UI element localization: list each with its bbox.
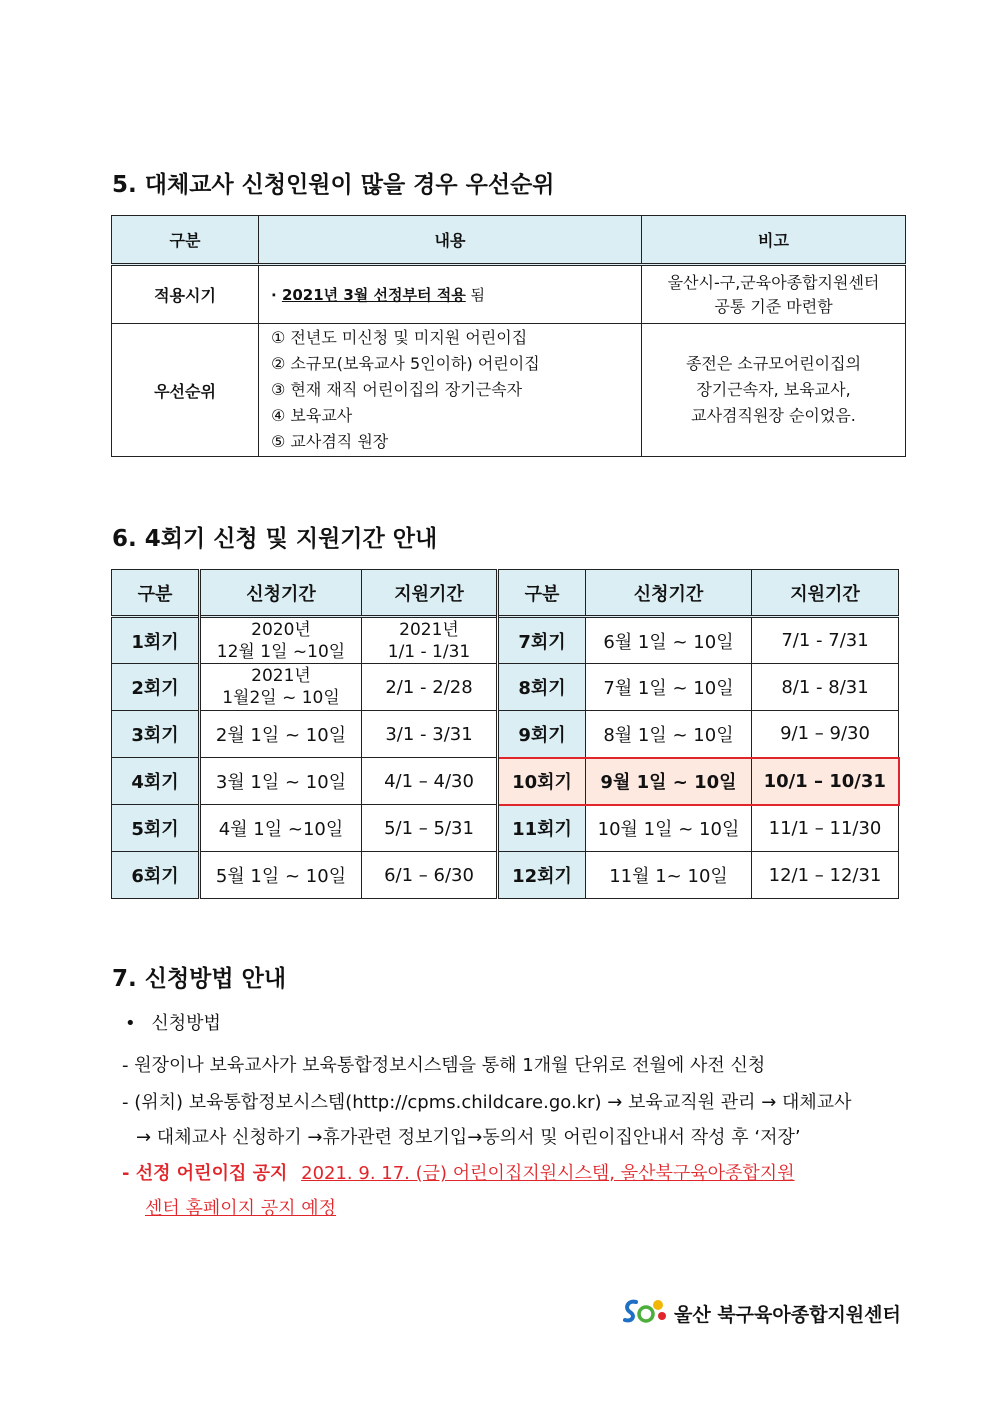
notice-line-2: 센터 홈페이지 공지 예정 <box>145 1198 337 1219</box>
support-period: 4/1 – 4/30 <box>362 758 498 805</box>
notice-dash: - <box>122 1163 136 1184</box>
logo-mark-icon <box>622 1296 670 1326</box>
support-period: 7/1 - 7/31 <box>752 617 899 664</box>
row-label-application-period: 적용시기 <box>112 265 259 324</box>
section-7-heading: 7. 신청방법 안내 <box>112 966 287 992</box>
priority-item: ① 전년도 미신청 및 미지원 어린이집 <box>271 328 528 347</box>
support-period <box>362 617 498 664</box>
table-row <box>112 711 899 758</box>
apply-period: 10월 1일 ~ 10일 <box>586 805 752 852</box>
priority-table <box>111 215 906 457</box>
apply-period <box>200 617 362 664</box>
priority-item: ③ 현재 재직 어린이집의 장기근속자 <box>271 380 523 399</box>
support-period: 8/1 - 8/31 <box>752 664 899 711</box>
priority-item: ④ 보육교사 <box>271 406 353 425</box>
table-row <box>112 664 899 711</box>
section-6-heading: 6. 4회기 신청 및 지원기간 안내 <box>112 526 438 552</box>
method-bullet-line <box>125 1009 221 1035</box>
method-line-2: - (위치) 보육통합정보시스템(http://cpms.childcare.go.kr) → 보육교직원 관리 → 대체교사 <box>122 1092 852 1113</box>
method-line-3: → 대체교사 신청하기 →휴가관련 정보기입→동의서 및 어린이집안내서 작성 후 ‘저장’ <box>136 1127 801 1148</box>
support-period: 11/1 – 11/30 <box>752 805 899 852</box>
priority-list <box>259 324 642 457</box>
schedule-header-round: 구분 <box>112 570 200 617</box>
round-label: 8회기 <box>498 664 586 711</box>
apply-period: 8월 1일 ~ 10일 <box>586 711 752 758</box>
apply-period-line: 12월 1일 ~10일 <box>216 641 346 662</box>
round-label: 5회기 <box>112 805 200 852</box>
schedule-header-support: 지원기간 <box>752 570 899 617</box>
row-label-priority: 우선순위 <box>112 324 259 457</box>
support-period-line: 2021년 <box>399 619 459 640</box>
note-line: 장기근속자, 보육교사, <box>696 380 851 399</box>
schedule-table <box>111 569 900 899</box>
round-label: 1회기 <box>112 617 200 664</box>
note-line: 공통 기준 마련함 <box>714 296 833 316</box>
content-underlined: 2021년 3월 선정부터 적용 <box>281 285 466 304</box>
schedule-header-support: 지원기간 <box>362 570 498 617</box>
bullet-icon: • <box>125 1013 136 1034</box>
apply-period: 6월 1일 ~ 10일 <box>586 617 752 664</box>
note-line: 교사겸직원장 순이었음. <box>691 406 856 425</box>
table-row <box>112 265 906 324</box>
round-label: 6회기 <box>112 852 200 899</box>
apply-period: 5월 1일 ~ 10일 <box>200 852 362 899</box>
table-row-highlighted <box>112 758 899 805</box>
round-label-highlighted: 10회기 <box>498 758 586 805</box>
priority-header-category: 구분 <box>112 216 259 265</box>
support-period: 3/1 - 3/31 <box>362 711 498 758</box>
round-label: 4회기 <box>112 758 200 805</box>
support-period-line: 1/1 - 1/31 <box>387 641 471 662</box>
priority-header-note: 비고 <box>642 216 906 265</box>
round-label: 7회기 <box>498 617 586 664</box>
method-line-1: - 원장이나 보육교사가 보육통합정보시스템을 통해 1개월 단위로 전월에 사전 신청 <box>122 1055 766 1076</box>
apply-period-highlighted: 9월 1일 ~ 10일 <box>586 758 752 805</box>
table-row <box>112 324 906 457</box>
notice-date: 2021. 9. 17. (금) 어린이집지원시스템, 울산북구육아종합지원 <box>301 1163 795 1184</box>
apply-period: 4월 1일 ~10일 <box>200 805 362 852</box>
priority-header-content: 내용 <box>259 216 642 265</box>
support-period: 2/1 - 2/28 <box>362 664 498 711</box>
apply-period: 7월 1일 ~ 10일 <box>586 664 752 711</box>
priority-note <box>642 324 906 457</box>
method-label: 신청방법 <box>151 1013 221 1034</box>
apply-period: 2월 1일 ~ 10일 <box>200 711 362 758</box>
table-row <box>112 805 899 852</box>
table-row <box>112 852 899 899</box>
content-bullet: ∙ <box>271 285 277 304</box>
round-label: 3회기 <box>112 711 200 758</box>
round-label: 12회기 <box>498 852 586 899</box>
center-logo <box>622 1296 901 1326</box>
apply-period: 3월 1일 ~ 10일 <box>200 758 362 805</box>
round-label: 11회기 <box>498 805 586 852</box>
apply-period-line: 2021년 <box>251 666 311 686</box>
logo-text: 울산 북구육아종합지원센터 <box>674 1304 901 1326</box>
support-period: 5/1 – 5/31 <box>362 805 498 852</box>
support-period: 6/1 – 6/30 <box>362 852 498 899</box>
support-period: 12/1 – 12/31 <box>752 852 899 899</box>
schedule-header-apply: 신청기간 <box>200 570 362 617</box>
application-period-content <box>259 265 642 324</box>
round-label: 2회기 <box>112 664 200 711</box>
table-row <box>112 617 899 664</box>
note-line: 종전은 소규모어린이집의 <box>685 354 862 373</box>
note-line: 울산시-구,군육아종합지원센터 <box>667 272 880 292</box>
apply-period-line: 1월2일 ~ 10일 <box>222 688 340 708</box>
application-period-note <box>642 265 906 324</box>
section-5-heading: 5. 대체교사 신청인원이 많을 경우 우선순위 <box>112 172 555 198</box>
priority-item: ② 소규모(보육교사 5인이하) 어린이집 <box>271 354 540 373</box>
content-tail: 됨 <box>465 285 485 304</box>
support-period: 9/1 – 9/30 <box>752 711 899 758</box>
round-label: 9회기 <box>498 711 586 758</box>
apply-period-line: 2020년 <box>251 619 311 640</box>
notice-line-1 <box>122 1159 795 1185</box>
schedule-header-apply: 신청기간 <box>586 570 752 617</box>
apply-period: 11월 1~ 10일 <box>586 852 752 899</box>
support-period-highlighted: 10/1 – 10/31 <box>752 758 899 805</box>
schedule-header-round: 구분 <box>498 570 586 617</box>
notice-title: 선정 어린이집 공지 <box>135 1163 288 1184</box>
priority-item: ⑤ 교사겸직 원장 <box>271 432 389 451</box>
apply-period <box>200 664 362 711</box>
